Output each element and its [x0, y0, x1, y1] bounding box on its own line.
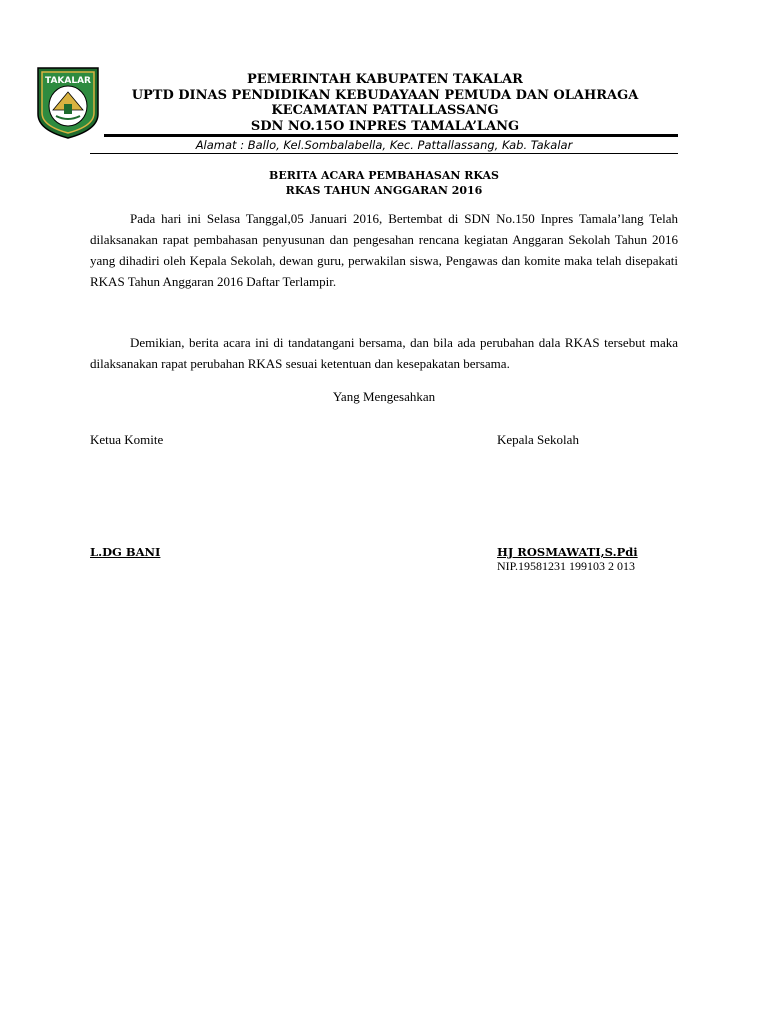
letterhead-divider-thin: [90, 153, 678, 154]
takalar-emblem-logo: [34, 64, 102, 140]
body-paragraph-2: [90, 332, 678, 374]
paragraph-2-text: Demikian, berita acara ini di tandatangani bersama, dan bila ada perubahan dala RKAS tersebut maka dilaksanakan rapat perubahan RKAS sesuai ketentuan dan kesepakatan bersama.: [90, 335, 678, 371]
letterhead-line-3: KECAMATAN PATTALLASSANG: [271, 103, 499, 118]
school-address: Alamat : Ballo, Kel.Sombalabella, Kec. Pattallassang, Kab. Takalar: [195, 138, 573, 152]
signatory-left-name: L.DG BANI: [90, 545, 161, 559]
letterhead-line-2: UPTD DINAS PENDIDIKAN KEBUDAYAAN PEMUDA DAN OLAHRAGA: [131, 87, 639, 103]
letterhead-line-1: PEMERINTAH KABUPATEN TAKALAR: [247, 72, 523, 87]
signatory-left-role: Ketua Komite: [90, 432, 164, 447]
signatory-right-name: HJ ROSMAWATI,S.Pdi: [497, 545, 638, 559]
signatory-right-role: Kepala Sekolah: [497, 432, 579, 447]
svg-text:TAKALAR: TAKALAR: [45, 76, 91, 86]
document-title: [90, 168, 678, 198]
letterhead-divider-thick: [104, 134, 678, 137]
letterhead-line-4: SDN NO.15O INPRES TAMALA’LANG: [250, 118, 520, 134]
paragraph-1-text: Pada hari ini Selasa Tanggal,05 Januari 2016, Bertembat di SDN No.150 Inpres Tamala’lang Telah dilaksanakan rapat pembahasan penyusunan dan pengesahan rencana kegiatan Anggaran Sekolah Tahun 2016 yang dihadiri oleh Kepala Sekolah, dewan guru, perwakilan siswa, Pengawas dan komite maka telah disepakati RKAS Tahun Anggaran 2016 Daftar Terlampir.: [90, 211, 678, 289]
document-title-line-2: RKAS TAHUN ANGGARAN 2016: [285, 184, 483, 197]
document-title-line-1: BERITA ACARA PEMBAHASAN RKAS: [269, 169, 499, 182]
signatory-right-nip: NIP.19581231 199103 2 013: [497, 559, 636, 573]
approval-caption: Yang Mengesahkan: [332, 389, 436, 404]
letterhead: [100, 72, 670, 134]
body-paragraph-1: [90, 208, 678, 292]
